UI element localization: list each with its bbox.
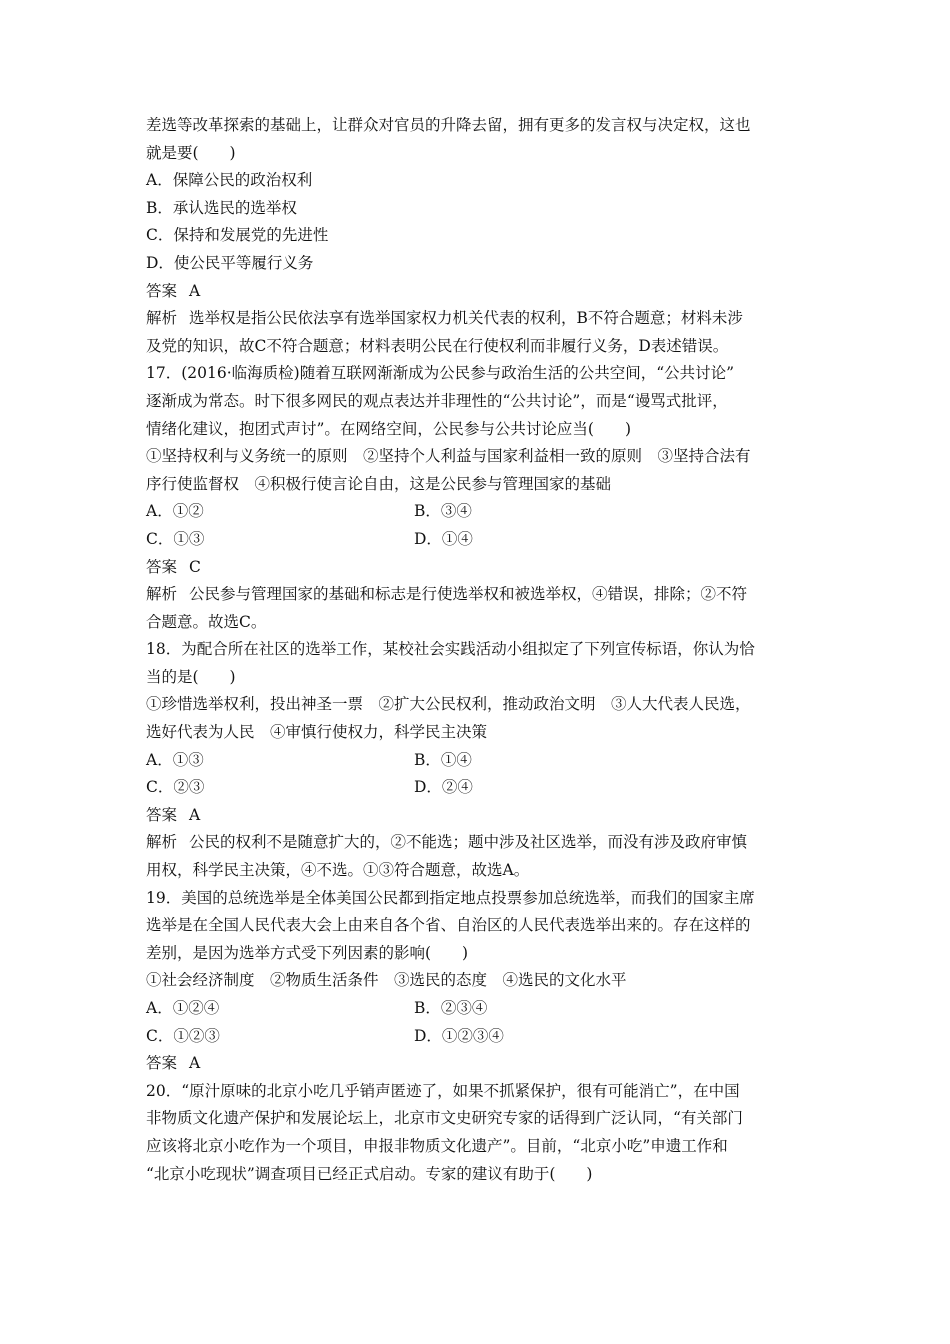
answer-line — [146, 1050, 810, 1078]
explanation-text: 用权，科学民主决策，④不选。①③符合题意，故选A。 — [146, 861, 530, 880]
answer-label: 答案 — [146, 1054, 178, 1073]
question-text-line: 差选等改革探索的基础上，让群众对官员的升降去留，拥有更多的发言权与决定权，这也 — [146, 116, 751, 134]
answer-label: 答案 — [146, 805, 178, 824]
explanation-text: 选举权是指公民依法享有选举国家权力机关代表的权利，B不符合题意；材料未涉 — [189, 309, 743, 328]
explanation-line — [146, 305, 810, 333]
statement-line: 序行使监督权 ④积极行使言论自由，这是公民参与管理国家的基础 — [146, 474, 612, 493]
statement-line: ①珍惜选举权利，投出神圣一票 ②扩大公民权利，推动政治文明 ③人大代表人民选， — [146, 695, 751, 714]
options-row — [146, 995, 810, 1023]
question-text-line: 逐渐成为常态。时下很多网民的观点表达并非理性的“公共讨论”，而是“谩骂式批评， — [146, 391, 728, 410]
answer-value: A — [189, 805, 201, 824]
statement-line: ①坚持权利与义务统一的原则 ②坚持个人利益与国家利益相一致的原则 ③坚持合法有 — [146, 447, 751, 466]
question-text-line: 非物质文化遗产保护和发展论坛上，北京市文史研究专家的话得到广泛认同，“有关部门 — [146, 1109, 743, 1128]
question-text-line: 选举是在全国人民代表大会上由来自各个省、自治区的人民代表选举出来的。存在这样的 — [146, 916, 751, 935]
question-text-line: 应该将北京小吃作为一个项目，申报非物质文化遗产”。目前，“北京小吃”申遗工作和 — [146, 1136, 728, 1155]
option-a: A．①② — [146, 502, 204, 521]
answer-label: 答案 — [146, 557, 178, 576]
option-b: B．③④ — [414, 502, 472, 521]
answer-value: C — [189, 557, 201, 576]
option-c: C．保持和发展党的先进性 — [146, 226, 329, 245]
option-c: C．①③ — [146, 529, 205, 548]
explanation-text: 及党的知识，故C不符合题意；材料表明公民在行使权利而非履行义务，D表述错误。 — [146, 336, 729, 355]
question-20 — [146, 1078, 810, 1188]
question-text-line: 差别，是因为选举方式受下列因素的影响( ) — [146, 943, 469, 962]
option-d: D．①④ — [414, 529, 473, 548]
answer-value: A — [189, 281, 201, 300]
question-text-line: 17．(2016·临海质检)随着互联网渐渐成为公民参与政治生活的公共空间，“公共讨论” — [146, 364, 735, 383]
question-16 — [146, 112, 810, 360]
question-text-line: “北京小吃现状”调查项目已经正式启动。专家的建议有助于( ) — [146, 1164, 593, 1183]
explanation-label: 解析 — [146, 585, 178, 604]
option-c: C．②③ — [146, 778, 205, 797]
explanation-line — [146, 829, 810, 857]
option-a: A．保障公民的政治权利 — [146, 171, 313, 190]
option-d: D．②④ — [414, 778, 473, 797]
options-row — [146, 1023, 810, 1051]
option-c: C．①②③ — [146, 1026, 220, 1045]
option-d: D．使公民平等履行义务 — [146, 253, 314, 272]
options-row — [146, 747, 810, 775]
options-row — [146, 774, 810, 802]
statement-line: 选好代表为人民 ④审慎行使权力，科学民主决策 — [146, 723, 488, 742]
answer-line — [146, 554, 810, 582]
question-text-line: 20．“原汁原味的北京小吃几乎销声匿迹了，如果不抓紧保护，很有可能消亡”，在中国 — [146, 1081, 740, 1100]
document-page — [146, 112, 810, 1188]
question-text-line: 当的是( ) — [146, 667, 236, 686]
options-row — [146, 526, 810, 554]
answer-label: 答案 — [146, 281, 178, 300]
question-text-line: 18．为配合所在社区的选举工作，某校社会实践活动小组拟定了下列宣传标语，你认为恰 — [146, 640, 755, 659]
option-b: B．①④ — [414, 750, 472, 769]
question-text-line: 情绪化建议，抱团式声讨”。在网络空间，公民参与公共讨论应当( ) — [146, 419, 632, 438]
question-text-line: 19．美国的总统选举是全体美国公民都到指定地点投票参加总统选举，而我们的国家主席 — [146, 888, 755, 907]
option-b: B．承认选民的选举权 — [146, 198, 297, 217]
explanation-label: 解析 — [146, 309, 178, 328]
explanation-line — [146, 581, 810, 609]
question-text-line: 就是要( ) — [146, 143, 236, 162]
explanation-label: 解析 — [146, 833, 178, 852]
options-row — [146, 498, 810, 526]
explanation-text: 合题意。故选C。 — [146, 612, 267, 631]
option-a: A．①③ — [146, 750, 204, 769]
explanation-text: 公民参与管理国家的基础和标志是行使选举权和被选举权，④错误，排除；②不符 — [189, 585, 748, 604]
answer-line — [146, 802, 810, 830]
option-b: B．②③④ — [414, 999, 488, 1017]
option-a: A．①②④ — [146, 999, 220, 1017]
question-18 — [146, 636, 810, 884]
option-d: D．①②③④ — [414, 1026, 504, 1045]
question-19 — [146, 885, 810, 1078]
explanation-text: 公民的权利不是随意扩大的，②不能选；题中涉及社区选举，而没有涉及政府审慎 — [189, 833, 748, 852]
question-17 — [146, 360, 810, 636]
answer-value: A — [189, 1054, 201, 1073]
answer-line — [146, 278, 810, 306]
statement-line: ①社会经济制度 ②物质生活条件 ③选民的态度 ④选民的文化水平 — [146, 971, 627, 990]
